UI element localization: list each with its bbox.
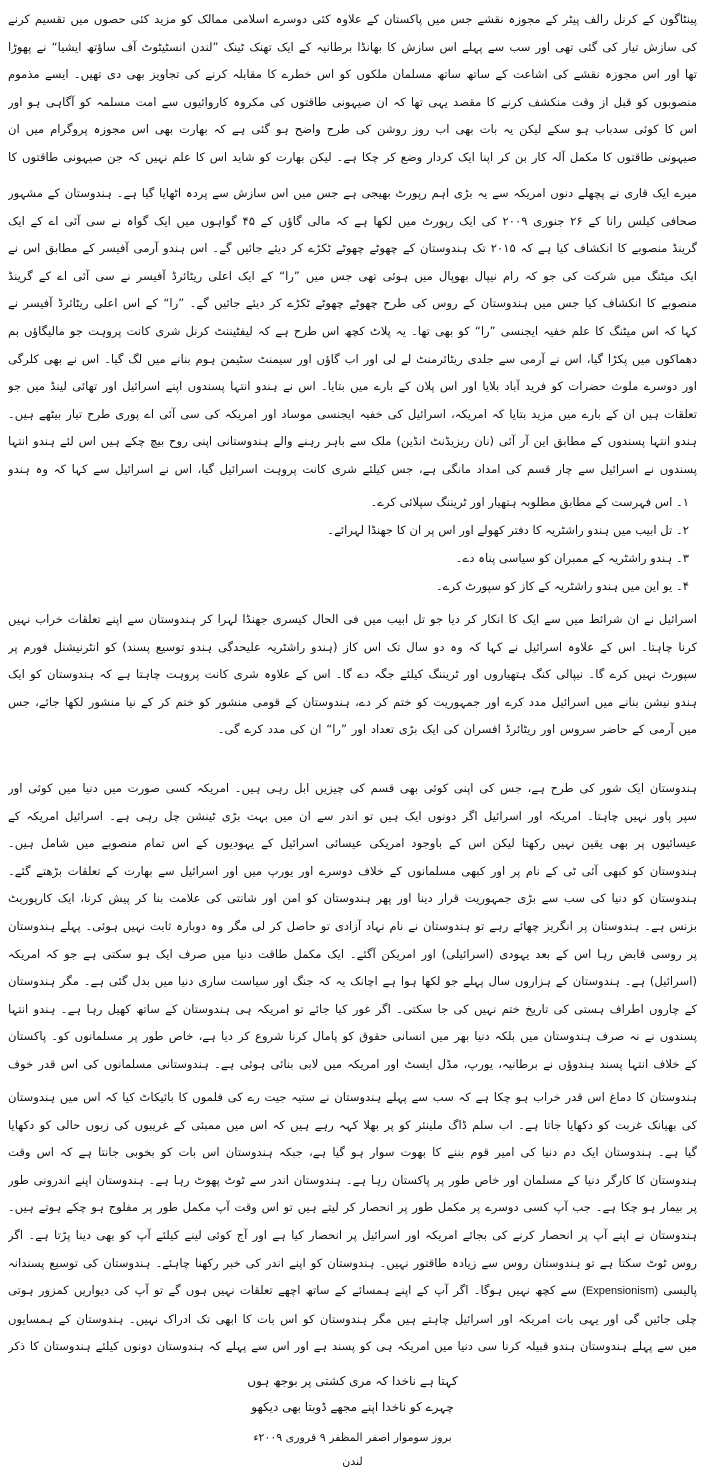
paragraph-1: پینٹاگون کے کرنل رالف پیٹر کے مجوزہ نقشے جس میں پاکستان کے علاوہ کئی دوسرے اسلامی ممالک کو مزید کئی حصوں میں تقسیم کرنے کی سازش تیار کی گئی تھی اور سب سے پہلے اس سازش کا بھانڈا برطانیہ کے ایک تھنک ٹینک ”لندن انسٹیٹوٹ آف ساؤتھ ایشیا“ نے پھوڑا تھا اور اس مجوزہ نقشے کی اشاعت کے ساتھ ساتھ مسلمان ملکوں کو اس خطرے کا مقابلہ کرنے کی تجاویز بھی دی تھیں۔ ایسے مذموم منصوبوں کو قبل از وقت منکشف کرنے کا مقصد یہی تھا کہ ان صیہونی طاقتوں کی مکروہ کاروائیوں سے امت مسلمہ کو آگاہی ہو اور اس کا کوئی سدباب ہو سکے لیکن یہ بات بھی اب روز روشن کی طرح واضح ہو گئی ہے کہ بھارت بھی اس مجوزہ پروگرام میں ان صیہونی طاقتوں کا مکمل آلہ کار بن کر اپنا ایک کردار وضع کر چکا ہے۔ لیکن بھارت کو شاید اس کا علم نہیں کہ جن صیہونی طاقتوں کا bbox=[8, 12, 697, 164]
signoff bbox=[8, 1426, 697, 1474]
demand-item: ۴۔ یو این میں ہندو راشٹریہ کے کاز کو سپورٹ کرے۔ bbox=[435, 579, 689, 593]
paragraph-2: میرے ایک قاری نے پچھلے دنوں امریکہ سے یہ بڑی اہم رپورٹ بھیجی ہے جس میں اس سازش سے پردہ اٹھایا گیا ہے۔ ہندوستان کے مشہور صحافی کیلس رانا کے ۲۶ جنوری ۲۰۰۹ کی ایک رپورٹ میں لکھا ہے کہ مالی گاؤں کے ۴۵ گواہوں میں ایک گواہ نے سی آئی اے کے ایک گرینڈ منصوبے کا انکشاف کیا ہے کہ ۲۰۱۵ تک ہندوستان کے چھوٹے چھوٹے ٹکڑے کر دیئے جائیں گے۔ اس ہندو آرمی آفیسر کے مطابق اس نے ایک میٹنگ میں شرکت کی جو کہ رام نیپال بھوپال میں ہوئی تھی جس میں ”را“ کے ایک اعلی ریٹائرڈ آفیسر نے سی آئی اے کے گرینڈ منصوبے کا انکشاف کیا جس میں ہندوستان کے روس کی طرح چھوٹے چھوٹے ٹکڑے کر دیئے جائیں گے۔ ”را“ کے اس اعلی ریٹائرڈ آفیسر نے کہا کہ اس میٹنگ کا علم خفیہ ایجنسی ”را“ کو بھی تھا۔ یہ پلاٹ کچھ اس طرح ہے کہ لیفٹیننٹ کرنل شری کانت پروہت جو مالیگاؤں بم دھماکوں میں پکڑا گیا، اس نے آرمی سے جلدی ریٹائرمنٹ لے لی اور اب گاؤں اور سیمنٹ سٹیمن ہوم بنانے میں لگ گیا۔ اس نے بھی کلرگی اور دوسرے ملوث حضرات کو فرید آباد بلایا اور اس پلان کے بارے میں بتایا۔ اس نے ہندو انتہا پسندوں اپنے اسرائیل اور تھائی لینڈ میں جو تعلقات ہیں ان کے بارے میں مزید بتایا کہ امریکہ، اسرائیل کی خفیہ ایجنسی موساد اور امریکہ کی سی آئی اے پوری طرح تیار بیٹھے ہیں۔ ہندو انتہا پسندوں کے مطابق این آر آئی (نان ریزیڈنٹ انڈین) ملک سے باہر رہنے والے ہندوستانی اپنی روح بیچ چکے ہیں اس لئے ہندو انتہا پسندوں نے اسرائیل سے چار قسم کی امداد مانگی ہے، جس کیلئے شری کانت پروہت اسرائیل گیا، اس نے اسرائیل سے کہا کہ وہ ہندو bbox=[8, 186, 697, 476]
poem-line-2: چہرے کو ناخدا اپنے مجھے ڈوبتا بھی دیکھو bbox=[251, 1400, 454, 1414]
paragraph-5 bbox=[8, 1084, 697, 1364]
poem-line-1: کہتا ہے ناخدا کہ مری کشتی پر بوجھ ہوں bbox=[247, 1374, 458, 1388]
demands-list bbox=[8, 488, 697, 600]
signoff-date: بروز سوموار اصفر المظفر ۹ فروری ۲۰۰۹ء bbox=[253, 1431, 452, 1444]
paragraph-4: ہندوستان ایک شور کی طرح ہے، جس کی اپنی کوئی بھی قسم کی چیزیں ابل رہی ہیں۔ امریکہ کسی صورت میں دنیا میں کوئی اور سپر پاور نہیں چاہتا۔ امریکہ اور اسرائیل اگر دونوں ایک ہیں تو اندر سے ان میں بہت بڑی ٹینشن چل رہی ہے۔ اسرائیل امریکہ کے عیسائیوں پر بھی یقین نہیں رکھتا لیکن اس کے باوجود امریکی عیسائی اسرائیل کے یہودیوں کے اس تمام منصوبے میں شامل ہیں۔ ہندوستان کو کبھی آئی ٹی کے نام پر اور کبھی مسلمانوں کے خلاف دوسرے اور یورپ میں اور اسرائیل سے بھارت کے تعلقات بڑھتے گئے۔ ہندوستان کو دنیا کی سب سے بڑی جمہوریت قرار دینا اور پھر ہندوستان کو امن اور شانتی کی علامت بنا کر پیش کرنا، ایک کارپوریٹ بزنس ہے۔ ہندوستان پر انگریز چھائے رہے تو ہندوستان نے نام نہاد آزادی تو حاصل کر لی مگر وہ دوبارہ ثابت نہیں ہوئی۔ پہلے ہندوستان پر روسی قابض رہا اس کے بعد یہودی (اسرائیلی) اور امریکن آگئے۔ ایک مکمل طاقت دنیا میں صرف ایک ہو سکتی ہے جو کہ امریکہ (اسرائیل) ہے۔ ہندوستان کے ہزاروں سال پہلے جو لکھا ہوا ہے اچانک یہ کہ جنگ اور سیاست ساری دنیا میں بدل گئی ہے۔ مگر ہندوستان کے چاروں اطراف ہستی کی تاریخ ختم نہیں کی جا سکتی۔ اگر غور کیا جائے تو امریکہ ہی ہندوستان کے ساتھ کھیل رہا ہے۔ ہندو انتہا پسندوں نے نہ صرف ہندوستان میں بلکہ دنیا بھر میں انسانی حقوق کو پامال کرنا شروع کر دیا ہے، خاص طور پر مسلمانوں کو۔ پاکستان کے خلاف انتہا پسند ہندوؤں نے برطانیہ، یورپ، مڈل ایسٹ اور امریکہ میں لابی بنائی ہوئی ہے۔ ہندوستانی مسلمانوں کی اس قدر خوف bbox=[8, 781, 697, 1071]
english-term: (Expensionism) bbox=[582, 1285, 659, 1298]
demand-item: ۳۔ ہندو راشٹریہ کے ممبران کو سیاسی پناہ دے۔ bbox=[455, 551, 689, 565]
paragraph-5-text-before: ہندوستان کا دماغ اس قدر خراب ہو چکا ہے کہ سب سے پہلے ہندوستان نے ستیہ جیت رے کی فلموں کا بائیکاٹ کیا کہ اس میں ہندوستان کی بھیانک غربت کو دکھایا جاتا ہے۔ اب سلم ڈاگ ملینئر کو پر بھلا کہہ رہے ہیں کہ اس میں ممبئی کے غریبوں کی زبوں حالی کو دکھایا گیا ہے۔ ہندوستان ایک دم دنیا کی امیر قوم بننے کا بھوت سوار ہو گیا ہے، جبکہ ہندوستان اس بات کو بخوبی جانتا ہے کہ اس وقت ہندوستان کا کارگر دنیا کے مسلمان اور خاص طور پر پاکستان رہا ہے۔ ہندوستان اندر سے ٹوٹ پھوٹ رہا ہے۔ ہندوستان اپنے اندرونی طور پر بیمار ہو چکا ہے۔ جب آپ کسی دوسرے پر مکمل طور پر انحصار کر لیتے ہیں تو اس وقت آپ مکمل طور پر مفلوج ہو چکے ہوتے ہیں۔ ہندوستان نے اپنے آپ پر انحصار کرنے کی بجائے امریکہ اور اسرائیل پر انحصار کیا ہے اور آج کوئی لینے کیلئے آپ کو بھی دینا پڑتا ہے۔ اگر روس ٹوٹ سکتا ہے تو ہندوستان روس سے زیادہ طاقتور نہیں۔ ہندوستان کو اپنے اندر کی خبر رکھنا چاہئے۔ ہندوستان کی توسیع پسندانہ پالیسی bbox=[8, 1090, 697, 1298]
demand-item: ۱۔ اس فہرست کے مطابق مطلوبہ ہتھیار اور ٹریننگ سپلائی کرے۔ bbox=[370, 495, 689, 509]
demand-item: ۲۔ تل ابیب میں ہندو راشٹریہ کا دفتر کھولے اور اس پر ان کا جھنڈا لہرائے۔ bbox=[327, 523, 689, 537]
paragraph-5-text-after: سے کچھ نہیں ہوگا۔ اگر آپ کے اپنے ہمسائے کے ساتھ اچھے تعلقات نہیں ہوں گے تو آپ کی دیواریں کمزور ہوتی چلی جائیں گی اور یہی بات امریکہ اور اسرائیل چاہتے ہیں مگر ہندوستان کو اس بات کا ابھی تک ادراک نہیں۔ ہندوستان کے ہمسایوں میں سے پہلے ہندوستان ہندو قبیلہ کرنا سی دنیا میں امریکہ ہی کو پسند ہے اور اس سے پہلے کہ ہندوستان دونوں کیلئے ہندوستان کا ذکر bbox=[8, 1283, 697, 1354]
signoff-place: لندن bbox=[342, 1455, 363, 1468]
paragraph-3: اسرائیل نے ان شرائط میں سے ایک کا انکار کر دیا جو تل ابیب میں فی الحال کیسری جھنڈا لہرا کر ہندوستان سے اپنے تعلقات خراب نہیں کرنا چاہتا۔ اس کے علاوہ اسرائیل نے کہا کہ وہ دو سال تک اس کاز (ہندو راشٹریہ علیحدگی ہندو توسیع پسند) کو انٹرنیشنل فورم پر سپورٹ نہیں کرے گا۔ نیپالی کنگ ہتھیاروں اور ٹریننگ کیلئے جگہ دے گا۔ اس کے علاوہ شری کانت پروہت چاہتا ہے کہ ہندوستان کو ایک ہندو نیشن بنانے میں اسرائیل مدد کرے اور جمہوریت کو ختم کر دے، ہندوستان کے قومی منشور کو ختم کر کے نیا منشور لکھا جائے، جس میں آرمی کے حاضر سروس اور ریٹائرڈ افسران کی ایک بڑی تعداد اور ”را“ ان کی مدد کرے گی۔ bbox=[8, 612, 697, 737]
